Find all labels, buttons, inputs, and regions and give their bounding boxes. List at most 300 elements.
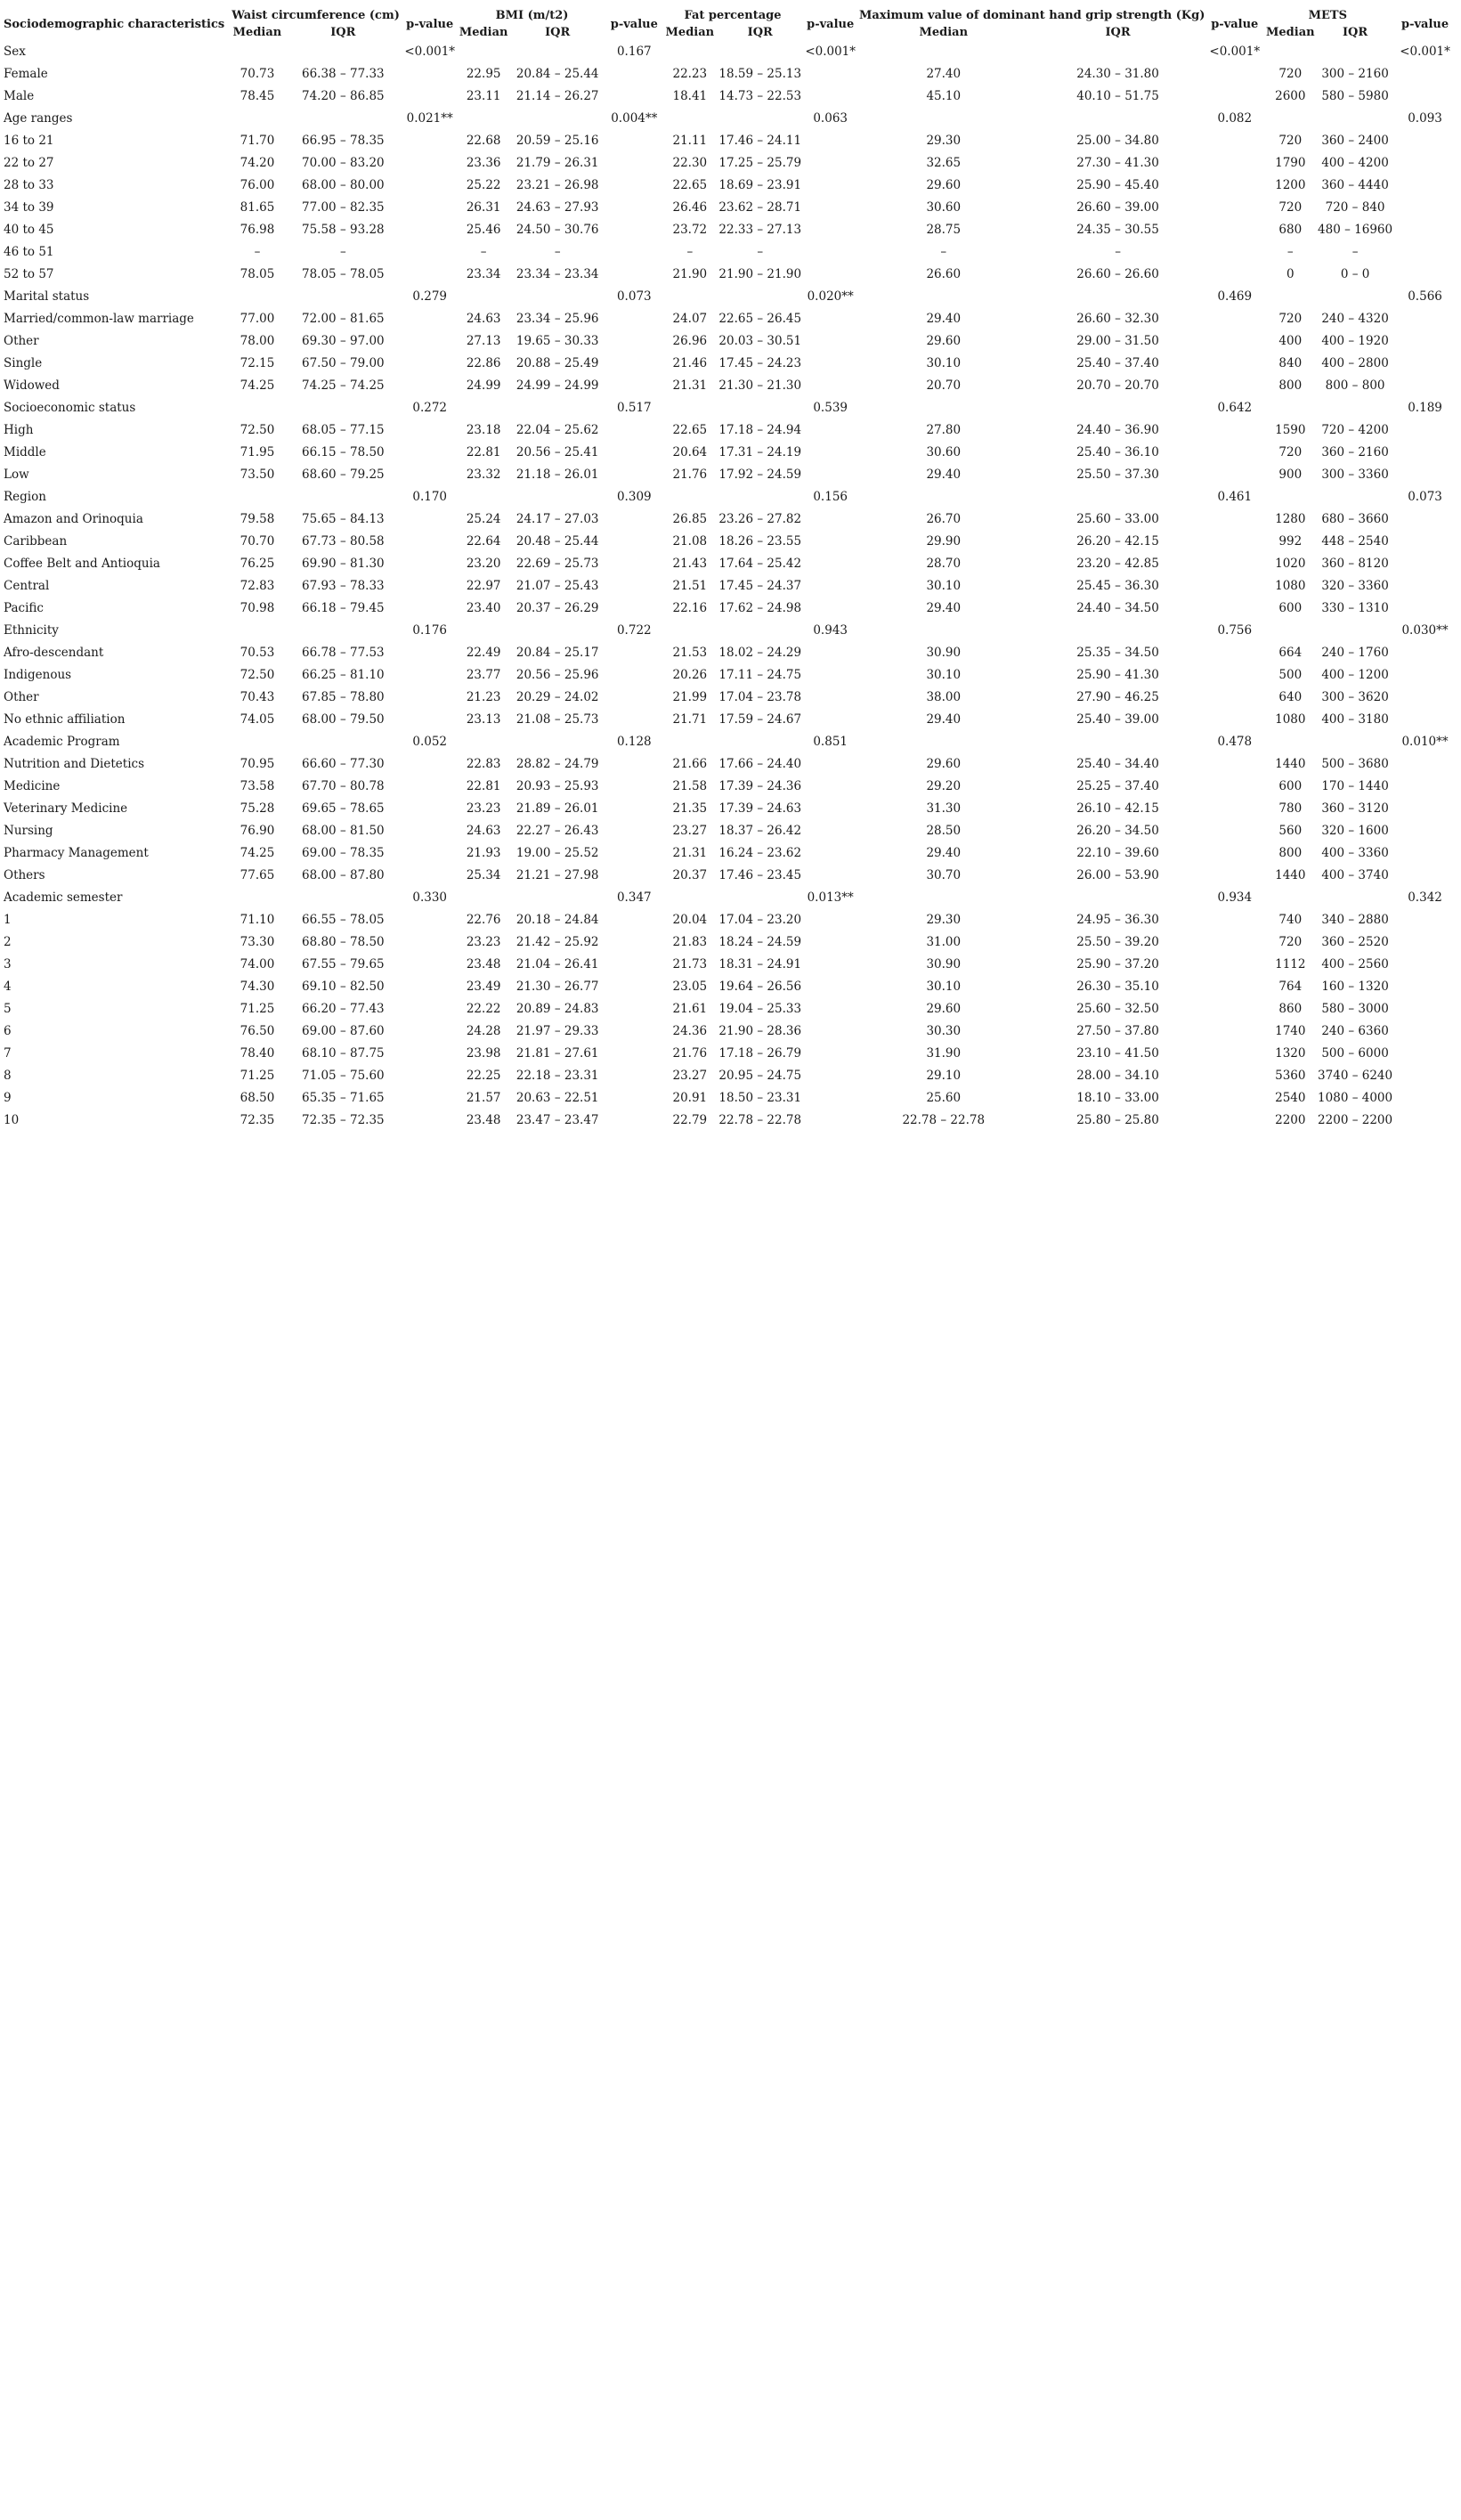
empty-cell xyxy=(230,286,285,308)
row-label: Amazon and Orinoquia xyxy=(4,512,143,526)
median-cell: 21.43 xyxy=(672,557,708,571)
p-value-cell: 0.176 xyxy=(412,623,448,638)
empty-cell xyxy=(1206,954,1263,976)
p-value-cell: 0.642 xyxy=(1217,401,1253,415)
table-row xyxy=(4,709,1457,731)
median-cell: 800 xyxy=(1278,846,1303,860)
p-value-cell: 0.013** xyxy=(807,890,854,905)
median-cell: 81.65 xyxy=(239,200,275,215)
median-cell: 27.40 xyxy=(926,67,962,81)
empty-cell xyxy=(803,1087,858,1110)
iqr-cell: 22.10 – 39.60 xyxy=(1076,846,1159,860)
empty-cell xyxy=(662,731,718,753)
row-label: Central xyxy=(4,579,50,593)
iqr-cell: 340 – 2880 xyxy=(1321,913,1389,927)
median-cell: 26.70 xyxy=(926,512,962,526)
empty-cell xyxy=(402,842,459,865)
iqr-cell: 20.56 – 25.41 xyxy=(515,445,599,459)
empty-cell xyxy=(1206,464,1263,486)
iqr-cell: 70.00 – 83.20 xyxy=(302,156,385,170)
empty-cell xyxy=(458,397,508,419)
empty-cell xyxy=(857,887,1029,909)
row-label: Coffee Belt and Antioquia xyxy=(4,557,160,571)
empty-cell xyxy=(1392,419,1457,442)
row-label: Female xyxy=(4,67,48,81)
header-median: Median xyxy=(919,26,969,39)
iqr-cell: 20.84 – 25.17 xyxy=(515,646,599,660)
median-cell: 21.23 xyxy=(466,690,501,704)
iqr-cell: 27.90 – 46.25 xyxy=(1076,690,1159,704)
empty-cell xyxy=(1392,508,1457,531)
iqr-cell: 21.97 – 29.33 xyxy=(515,1024,599,1038)
row-label: Widowed xyxy=(4,378,60,393)
empty-cell xyxy=(718,887,803,909)
empty-cell xyxy=(402,264,459,286)
empty-cell xyxy=(402,954,459,976)
median-cell: 2200 xyxy=(1275,1113,1306,1127)
table-head xyxy=(4,7,1457,41)
table-row xyxy=(4,1065,1457,1087)
empty-cell xyxy=(1392,531,1457,553)
table-group-row xyxy=(4,731,1457,753)
empty-cell xyxy=(285,620,402,642)
empty-cell xyxy=(1392,130,1457,152)
median-cell: 20.37 xyxy=(672,868,708,882)
empty-cell xyxy=(606,241,663,264)
median-cell: 23.27 xyxy=(672,824,708,838)
p-value-cell: 0.093 xyxy=(1408,111,1442,126)
table-row xyxy=(4,798,1457,820)
median-cell: 29.60 xyxy=(926,178,962,192)
iqr-cell: 69.10 – 82.50 xyxy=(302,980,385,994)
empty-cell xyxy=(803,909,858,931)
empty-cell xyxy=(230,887,285,909)
empty-cell xyxy=(285,286,402,308)
table-group-row xyxy=(4,108,1457,130)
median-cell: 400 xyxy=(1278,334,1303,348)
empty-cell xyxy=(803,798,858,820)
empty-cell xyxy=(606,308,663,330)
empty-cell xyxy=(606,909,663,931)
empty-cell xyxy=(606,597,663,620)
iqr-cell: 66.55 – 78.05 xyxy=(302,913,385,927)
iqr-cell: 23.34 – 25.96 xyxy=(515,312,599,326)
iqr-cell: 18.69 – 23.91 xyxy=(718,178,802,192)
p-value-cell: 0.461 xyxy=(1217,490,1253,504)
p-value-cell: <0.001* xyxy=(404,45,456,59)
empty-cell xyxy=(1392,687,1457,709)
median-cell: 26.60 xyxy=(926,267,962,281)
empty-cell xyxy=(1318,486,1392,508)
row-label: Afro-descendant xyxy=(4,646,104,660)
iqr-cell: 21.30 – 26.77 xyxy=(515,980,599,994)
table-row xyxy=(4,130,1457,152)
empty-cell xyxy=(606,575,663,597)
row-label: No ethnic affiliation xyxy=(4,712,126,727)
iqr-cell: 20.56 – 25.96 xyxy=(515,668,599,682)
iqr-cell: 300 – 3360 xyxy=(1321,467,1389,482)
empty-cell xyxy=(509,620,606,642)
iqr-cell: 360 – 3120 xyxy=(1321,801,1389,816)
iqr-cell: 300 – 3620 xyxy=(1321,690,1389,704)
empty-cell xyxy=(1318,286,1392,308)
median-cell: 24.63 xyxy=(466,312,501,326)
median-cell: 25.60 xyxy=(926,1091,962,1105)
empty-cell xyxy=(606,776,663,798)
header-grip: Maximum value of dominant hand grip strength (Kg) xyxy=(859,9,1205,22)
median-cell: 74.20 xyxy=(239,156,275,170)
p-value-cell: 0.082 xyxy=(1217,111,1253,126)
median-cell: 720 xyxy=(1278,445,1303,459)
empty-cell xyxy=(803,219,858,241)
empty-cell xyxy=(803,575,858,597)
median-cell: 21.71 xyxy=(672,712,708,727)
empty-cell xyxy=(1206,241,1263,264)
iqr-cell: 21.07 – 25.43 xyxy=(515,579,599,593)
iqr-cell: 720 – 4200 xyxy=(1321,423,1389,437)
median-cell: 1590 xyxy=(1275,423,1306,437)
empty-cell xyxy=(458,887,508,909)
median-cell: 992 xyxy=(1278,534,1303,549)
empty-cell xyxy=(402,308,459,330)
row-label: Married/common-law marriage xyxy=(4,312,194,326)
median-cell: 22.25 xyxy=(466,1069,501,1083)
iqr-cell: 19.00 – 25.52 xyxy=(515,846,599,860)
empty-cell xyxy=(803,419,858,442)
median-cell: 38.00 xyxy=(926,690,962,704)
median-cell: 31.30 xyxy=(926,801,962,816)
iqr-cell: 22.69 – 25.73 xyxy=(515,557,599,571)
p-value-cell: <0.001* xyxy=(1400,45,1450,59)
iqr-cell: 360 – 2520 xyxy=(1321,935,1389,949)
empty-cell xyxy=(1206,687,1263,709)
p-value-cell: 0.004** xyxy=(611,111,658,126)
row-label: Others xyxy=(4,868,45,882)
empty-cell xyxy=(1392,575,1457,597)
median-cell: 23.34 xyxy=(466,267,501,281)
median-cell: 29.10 xyxy=(926,1069,962,1083)
row-label: 52 to 57 xyxy=(4,267,54,281)
empty-cell xyxy=(857,41,1029,63)
median-cell: 27.80 xyxy=(926,423,962,437)
table-row xyxy=(4,419,1457,442)
table-group-row xyxy=(4,620,1457,642)
empty-cell xyxy=(606,152,663,175)
iqr-cell: 17.66 – 24.40 xyxy=(718,757,802,771)
empty-cell xyxy=(606,1087,663,1110)
median-cell: 20.70 xyxy=(926,378,962,393)
empty-cell xyxy=(1029,41,1206,63)
empty-cell xyxy=(1263,41,1319,63)
iqr-cell: 17.39 – 24.36 xyxy=(718,779,802,793)
p-value-cell: 0.566 xyxy=(1408,289,1442,304)
header-median: Median xyxy=(459,26,508,39)
iqr-cell: 21.90 – 21.90 xyxy=(718,267,802,281)
iqr-cell: 78.05 – 78.05 xyxy=(302,267,385,281)
row-label: 40 to 45 xyxy=(4,223,54,237)
iqr-cell: 77.00 – 82.35 xyxy=(302,200,385,215)
empty-cell xyxy=(509,286,606,308)
iqr-cell: 20.93 – 25.93 xyxy=(515,779,599,793)
empty-cell xyxy=(1206,575,1263,597)
iqr-cell: 21.08 – 25.73 xyxy=(515,712,599,727)
median-cell: 23.18 xyxy=(466,423,501,437)
iqr-cell: 17.45 – 24.37 xyxy=(718,579,802,593)
empty-cell xyxy=(606,175,663,197)
median-cell: 70.70 xyxy=(239,534,275,549)
iqr-cell: 17.18 – 24.94 xyxy=(718,423,802,437)
empty-cell xyxy=(402,508,459,531)
p-value-cell: 0.851 xyxy=(813,735,848,749)
p-value-cell: 0.934 xyxy=(1217,890,1253,905)
table-row xyxy=(4,687,1457,709)
table-row xyxy=(4,508,1457,531)
row-label: 10 xyxy=(4,1113,20,1127)
median-cell: 20.26 xyxy=(672,668,708,682)
empty-cell xyxy=(402,375,459,397)
median-cell: 1280 xyxy=(1275,512,1306,526)
median-cell: 740 xyxy=(1278,913,1303,927)
median-cell: 23.77 xyxy=(466,668,501,682)
empty-cell xyxy=(402,1087,459,1110)
median-cell: 72.50 xyxy=(239,423,275,437)
header-iqr: IQR xyxy=(747,26,773,39)
empty-cell xyxy=(606,85,663,108)
iqr-cell: 25.25 – 37.40 xyxy=(1076,779,1159,793)
header-characteristic: Sociodemographic characteristics xyxy=(4,17,225,31)
iqr-cell: 18.10 – 33.00 xyxy=(1076,1091,1159,1105)
iqr-cell: 240 – 4320 xyxy=(1321,312,1389,326)
header-iqr: IQR xyxy=(330,26,356,39)
iqr-cell: 68.00 – 79.50 xyxy=(302,712,385,727)
table-group-row xyxy=(4,887,1457,909)
empty-cell xyxy=(1206,842,1263,865)
row-label: Nursing xyxy=(4,824,53,838)
empty-cell xyxy=(285,397,402,419)
median-cell: 22.65 xyxy=(672,423,708,437)
median-cell: 21.11 xyxy=(672,134,708,148)
empty-cell xyxy=(1206,419,1263,442)
empty-cell xyxy=(803,976,858,998)
iqr-cell: 480 – 16960 xyxy=(1318,223,1393,237)
median-cell: 23.20 xyxy=(466,557,501,571)
iqr-cell: 21.42 – 25.92 xyxy=(515,935,599,949)
iqr-cell: 21.81 – 27.61 xyxy=(515,1046,599,1061)
empty-cell xyxy=(1263,286,1319,308)
row-label: High xyxy=(4,423,34,437)
empty-cell xyxy=(1206,865,1263,887)
p-value-cell: 0.020** xyxy=(807,289,854,304)
empty-cell xyxy=(1263,108,1319,130)
iqr-cell: 400 – 1920 xyxy=(1321,334,1389,348)
empty-cell xyxy=(1392,642,1457,664)
p-value-cell: 0.156 xyxy=(813,490,848,504)
empty-cell xyxy=(402,531,459,553)
p-value-cell: <0.001* xyxy=(805,45,856,59)
median-cell: 21.93 xyxy=(466,846,501,860)
iqr-cell: 67.73 – 80.58 xyxy=(302,534,385,549)
iqr-cell: 66.20 – 77.43 xyxy=(302,1002,385,1016)
empty-cell xyxy=(606,375,663,397)
group-label: Marital status xyxy=(4,289,90,304)
empty-cell xyxy=(606,976,663,998)
median-cell: 21.99 xyxy=(672,690,708,704)
median-cell: 22.78 – 22.78 xyxy=(902,1113,986,1127)
iqr-cell: 21.89 – 26.01 xyxy=(515,801,599,816)
empty-cell xyxy=(1206,63,1263,85)
iqr-cell: 26.60 – 39.00 xyxy=(1076,200,1159,215)
iqr-cell: 400 – 3360 xyxy=(1321,846,1389,860)
empty-cell xyxy=(803,442,858,464)
median-cell: 71.70 xyxy=(239,134,275,148)
empty-cell xyxy=(402,776,459,798)
table-container xyxy=(4,7,1457,1132)
empty-cell xyxy=(402,1043,459,1065)
median-cell: 29.90 xyxy=(926,534,962,549)
empty-cell xyxy=(606,464,663,486)
empty-cell xyxy=(803,553,858,575)
iqr-cell: 360 – 2160 xyxy=(1321,445,1389,459)
group-label: Age ranges xyxy=(4,111,73,126)
iqr-cell: 400 – 3740 xyxy=(1321,868,1389,882)
empty-cell xyxy=(402,197,459,219)
empty-cell xyxy=(1318,108,1392,130)
empty-cell xyxy=(803,330,858,353)
median-cell: 76.50 xyxy=(239,1024,275,1038)
empty-cell xyxy=(803,531,858,553)
p-value-cell: 0.347 xyxy=(616,890,652,905)
median-cell: 30.70 xyxy=(926,868,962,882)
iqr-cell: 24.63 – 27.93 xyxy=(515,200,599,215)
empty-cell xyxy=(1392,709,1457,731)
median-cell: 21.08 xyxy=(672,534,708,549)
empty-cell xyxy=(230,108,285,130)
empty-cell xyxy=(662,41,718,63)
empty-cell xyxy=(1206,553,1263,575)
empty-cell xyxy=(1206,152,1263,175)
iqr-cell: 24.95 – 36.30 xyxy=(1076,913,1159,927)
iqr-cell: 22.04 – 25.62 xyxy=(515,423,599,437)
empty-cell xyxy=(1206,375,1263,397)
median-cell: 26.96 xyxy=(672,334,708,348)
row-label: 3 xyxy=(4,957,12,971)
iqr-cell: 580 – 3000 xyxy=(1321,1002,1389,1016)
iqr-cell: 320 – 3360 xyxy=(1321,579,1389,593)
median-cell: 1440 xyxy=(1275,757,1306,771)
median-cell: 22.68 xyxy=(466,134,501,148)
row-label: 6 xyxy=(4,1024,12,1038)
median-cell: 25.24 xyxy=(466,512,501,526)
empty-cell xyxy=(402,464,459,486)
empty-cell xyxy=(606,865,663,887)
empty-cell xyxy=(718,41,803,63)
empty-cell xyxy=(1392,1065,1457,1087)
empty-cell xyxy=(803,152,858,175)
empty-cell xyxy=(1392,1110,1457,1132)
iqr-cell: 240 – 6360 xyxy=(1321,1024,1389,1038)
median-cell: 21.76 xyxy=(672,1046,708,1061)
empty-cell xyxy=(1029,887,1206,909)
empty-cell xyxy=(803,464,858,486)
iqr-cell: 68.00 – 87.80 xyxy=(302,868,385,882)
iqr-cell: 26.20 – 34.50 xyxy=(1076,824,1159,838)
row-label: Medicine xyxy=(4,779,61,793)
p-value-cell: 0.021** xyxy=(406,111,453,126)
header-pvalue: p-value xyxy=(1211,17,1259,31)
iqr-cell: 65.35 – 71.65 xyxy=(302,1091,385,1105)
empty-cell xyxy=(1392,842,1457,865)
median-cell: 71.10 xyxy=(239,913,275,927)
iqr-cell: – xyxy=(1351,245,1359,259)
empty-cell xyxy=(803,865,858,887)
empty-cell xyxy=(803,998,858,1020)
iqr-cell: 20.37 – 26.29 xyxy=(515,601,599,615)
iqr-cell: 17.45 – 24.23 xyxy=(718,356,802,370)
p-value-cell: 0.167 xyxy=(616,45,652,59)
median-cell: 1112 xyxy=(1275,957,1306,971)
p-value-cell: 0.342 xyxy=(1408,890,1442,905)
iqr-cell: 17.04 – 23.20 xyxy=(718,913,802,927)
row-label: 5 xyxy=(4,1002,12,1016)
empty-cell xyxy=(606,931,663,954)
iqr-cell: 17.04 – 23.78 xyxy=(718,690,802,704)
p-value-cell: 0.010** xyxy=(1401,735,1449,749)
iqr-cell: 23.62 – 28.71 xyxy=(718,200,802,215)
iqr-cell: 170 – 1440 xyxy=(1321,779,1389,793)
median-cell: 30.60 xyxy=(926,200,962,215)
iqr-cell: 21.21 – 27.98 xyxy=(515,868,599,882)
iqr-cell: 66.60 – 77.30 xyxy=(302,757,385,771)
empty-cell xyxy=(458,731,508,753)
empty-cell xyxy=(1392,664,1457,687)
empty-cell xyxy=(803,597,858,620)
empty-cell xyxy=(606,1065,663,1087)
iqr-cell: 68.10 – 87.75 xyxy=(302,1046,385,1061)
median-cell: 24.07 xyxy=(672,312,708,326)
iqr-cell: 500 – 3680 xyxy=(1321,757,1389,771)
empty-cell xyxy=(606,553,663,575)
median-cell: 860 xyxy=(1278,1002,1303,1016)
iqr-cell: 20.59 – 25.16 xyxy=(515,134,599,148)
empty-cell xyxy=(606,197,663,219)
iqr-cell: 24.40 – 36.90 xyxy=(1076,423,1159,437)
table-row xyxy=(4,241,1457,264)
p-value-cell: 0.478 xyxy=(1217,735,1253,749)
iqr-cell: 17.62 – 24.98 xyxy=(718,601,802,615)
empty-cell xyxy=(230,41,285,63)
empty-cell xyxy=(1206,531,1263,553)
iqr-cell: 17.31 – 24.19 xyxy=(718,445,802,459)
row-label: 9 xyxy=(4,1091,12,1105)
median-cell: 28.70 xyxy=(926,557,962,571)
iqr-cell: 28.00 – 34.10 xyxy=(1076,1069,1159,1083)
empty-cell xyxy=(402,753,459,776)
median-cell: 23.11 xyxy=(466,89,501,103)
table-row xyxy=(4,219,1457,241)
iqr-cell: 26.30 – 35.10 xyxy=(1076,980,1159,994)
empty-cell xyxy=(803,954,858,976)
table-row xyxy=(4,1087,1457,1110)
median-cell: 600 xyxy=(1278,779,1303,793)
empty-cell xyxy=(285,41,402,63)
median-cell: 30.60 xyxy=(926,445,962,459)
median-cell: 30.10 xyxy=(926,980,962,994)
table-row xyxy=(4,442,1457,464)
median-cell: 22.22 xyxy=(466,1002,501,1016)
iqr-cell: 26.60 – 32.30 xyxy=(1076,312,1159,326)
iqr-cell: 22.65 – 26.45 xyxy=(718,312,802,326)
median-cell: 70.43 xyxy=(239,690,275,704)
